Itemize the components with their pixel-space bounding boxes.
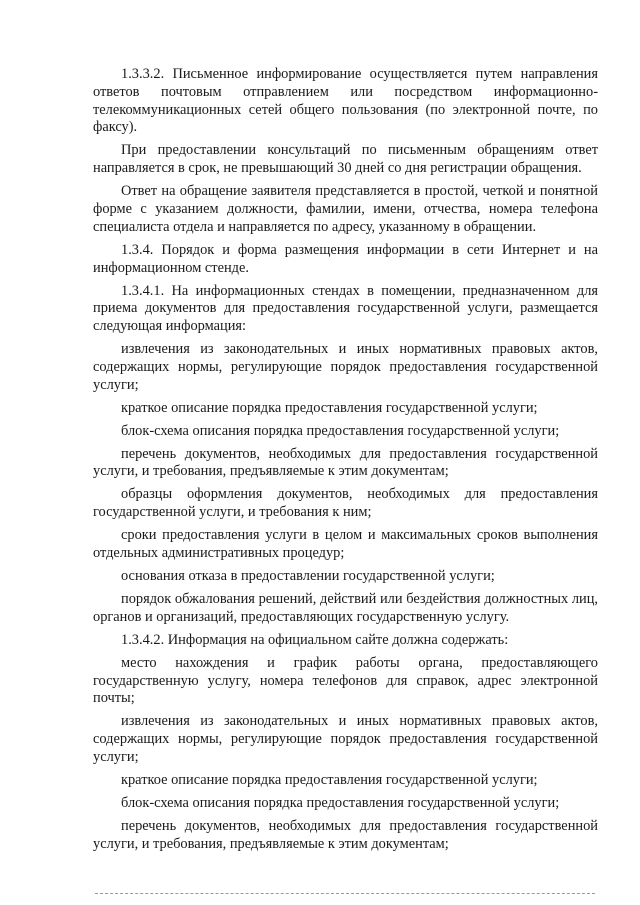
list-item: извлечения из законодательных и иных нормативных правовых актов, содержащих нормы, регулирующие порядок предоставления государственной услуги; bbox=[93, 713, 598, 765]
list-item: блок-схема описания порядка предоставления государственной услуги; bbox=[121, 794, 560, 811]
list-item: порядок обжалования решений, действий или бездействия должностных лиц, органов и организаций, предоставляющих государственную услугу. bbox=[93, 590, 598, 625]
list-item: блок-схема описания порядка предоставления государственной услуги; bbox=[121, 422, 560, 439]
paragraph-1-3-4: 1.3.4. Порядок и форма размещения информации в сети Интернет и на информационном стенде. bbox=[93, 241, 598, 276]
list-item: перечень документов, необходимых для предоставления государственной услуги, и требования, предъявляемые к этим документам; bbox=[93, 817, 598, 852]
list-item: основания отказа в предоставлении государственной услуги; bbox=[121, 567, 495, 584]
list-item: сроки предоставления услуги в целом и максимальных сроков выполнения отдельных административных процедур; bbox=[93, 527, 598, 561]
paragraph-1-3-3-2: 1.3.3.2. Письменное информирование осуществляется путем направления ответов почтовым отправлением или посредством информационно-телекоммуникационных сетей общего пользования (по электронной почте, по факсу). bbox=[93, 66, 598, 136]
paragraph-response-deadline: При предоставлении консультаций по письменным обращениям ответ направляется в срок, не превышающий 30 дней со дня регистрации обращения. bbox=[93, 142, 598, 177]
list-item: извлечения из законодательных и иных нормативных правовых актов, содержащих нормы, регулирующие порядок предоставления государственной услуги; bbox=[93, 341, 598, 393]
document-body bbox=[93, 66, 598, 853]
list-item: краткое описание порядка предоставления государственной услуги; bbox=[121, 399, 538, 416]
paragraph-1-3-4-2: 1.3.4.2. Информация на официальном сайте должна содержать: bbox=[121, 631, 509, 648]
list-item: образцы оформления документов, необходимых для предоставления государственной услуги, и требования к ним; bbox=[93, 486, 598, 521]
scan-artifact-divider bbox=[95, 893, 595, 894]
paragraph-1-3-4-1: 1.3.4.1. На информационных стендах в помещении, предназначенном для приема документов для предоставления государственной услуги, размещается следующая информация: bbox=[93, 282, 598, 335]
list-item: перечень документов, необходимых для предоставления государственной услуги, и требования, предъявляемые к этим документам; bbox=[93, 445, 598, 480]
list-item: краткое описание порядка предоставления государственной услуги; bbox=[121, 771, 538, 788]
paragraph-response-form: Ответ на обращение заявителя представляется в простой, четкой и понятной форме с указанием должности, фамилии, имени, отчества, номера телефона специалиста отдела и направляется по адресу, указанному в обращении. bbox=[93, 183, 598, 235]
list-item: место нахождения и график работы органа, предоставляющего государственную услугу, номера телефонов для справок, адрес электронной почты; bbox=[93, 654, 598, 707]
